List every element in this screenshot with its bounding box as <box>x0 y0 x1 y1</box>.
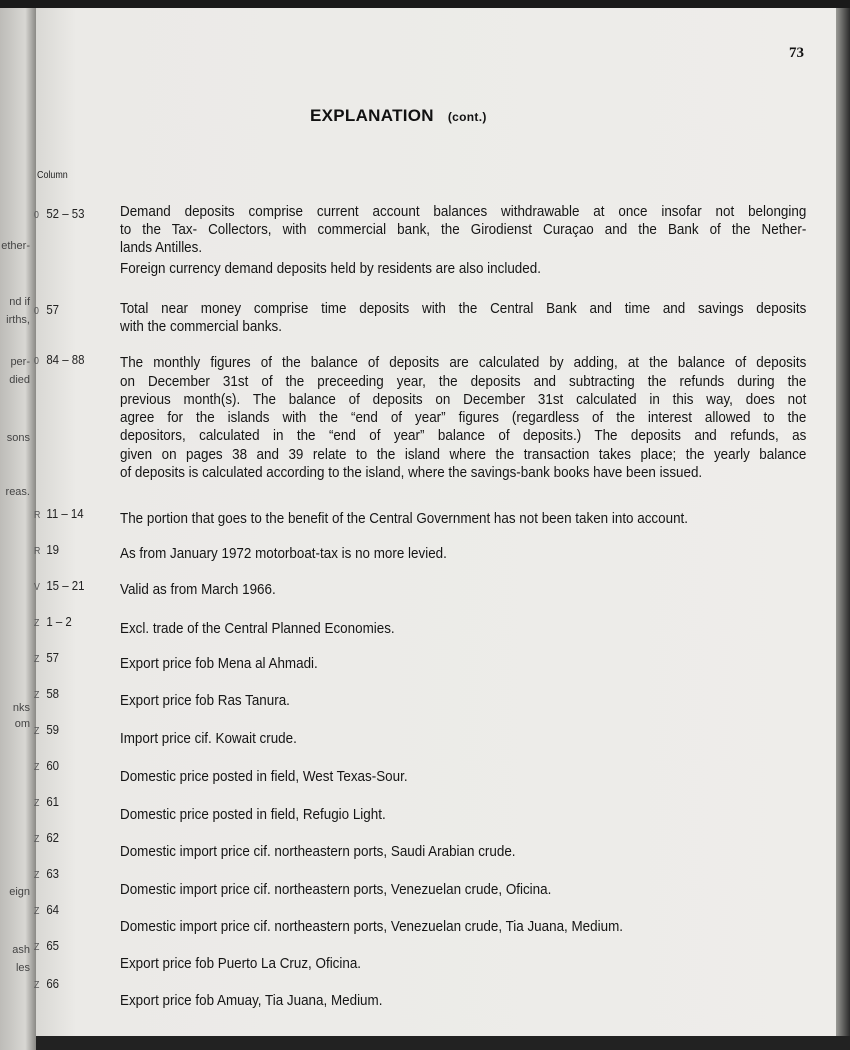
column-reference <box>34 578 84 593</box>
column-numbers: 52 – 53 <box>46 206 85 221</box>
table-letter: Z <box>34 618 40 629</box>
table-letter: Z <box>34 980 40 991</box>
column-numbers: 60 <box>46 758 60 773</box>
explanation-text-line: Total near money comprise time deposits with the Central Bank and time and savings deposits <box>120 301 807 317</box>
column-reference <box>34 542 59 557</box>
previous-page-fragment: les <box>15 962 30 974</box>
column-reference <box>34 686 59 701</box>
column-reference <box>34 794 59 809</box>
previous-page-fragment: eign <box>9 886 30 898</box>
column-numbers: 57 <box>46 302 60 317</box>
explanation-text-line: previous month(s). The balance of deposits on December 31st calculated in this way, does not <box>120 392 807 408</box>
explanation-text-line: Export price fob Mena al Ahmadi. <box>120 656 318 672</box>
previous-page-fragment: died <box>9 374 30 386</box>
previous-page-edge <box>0 8 36 1050</box>
title-suffix: (cont.) <box>447 110 487 124</box>
previous-page-fragment: ash <box>12 944 30 956</box>
explanation-text-line: Valid as from March 1966. <box>120 582 276 598</box>
explanation-text-line: Domestic price posted in field, Refugio Light. <box>120 807 386 823</box>
previous-page-fragment: per- <box>10 356 30 368</box>
column-numbers: 66 <box>46 976 60 991</box>
explanation-text-line: Domestic price posted in field, West Texas-Sour. <box>120 769 408 785</box>
table-letter: Z <box>34 942 40 953</box>
column-reference <box>34 902 59 917</box>
column-numbers: 61 <box>46 794 60 809</box>
column-numbers: 1 – 2 <box>46 614 72 629</box>
explanation-text-line: of deposits is calculated according to the island, where the savings-bank books have been issued. <box>120 465 703 481</box>
table-letter: R <box>34 546 41 557</box>
explanation-text-line: to the Tax- Collectors, with commercial bank, the Girodienst Curaçao and the Bank of the Nether- <box>120 222 807 238</box>
column-reference <box>34 506 84 521</box>
explanation-text-line: depositors, calculated in the “end of year” balance of deposits.) The deposits and refunds, as <box>120 428 807 444</box>
table-letter: Z <box>34 870 40 881</box>
column-reference <box>34 976 59 991</box>
table-letter: Z <box>34 762 40 773</box>
page-title <box>310 106 487 126</box>
column-numbers: 19 <box>46 542 60 557</box>
explanation-text-line: Excl. trade of the Central Planned Economies. <box>120 621 395 637</box>
previous-page-fragment: sons <box>6 432 30 444</box>
column-numbers: 63 <box>46 866 60 881</box>
explanation-text-line: Export price fob Ras Tanura. <box>120 693 290 709</box>
explanation-text-line: given on pages 38 and 39 relate to the island where the transaction takes place; the yearly balance <box>120 447 807 463</box>
table-letter: 0 <box>34 306 39 317</box>
table-letter: 0 <box>34 356 39 367</box>
explanation-text-line: Domestic import price cif. northeastern ports, Saudi Arabian crude. <box>120 844 516 860</box>
column-reference <box>34 758 59 773</box>
previous-page-fragment: nd if <box>9 296 30 308</box>
table-letter: R <box>34 510 41 521</box>
explanation-text-line: The monthly figures of the balance of deposits are calculated by adding, at the balance of deposits <box>120 355 807 371</box>
column-reference <box>34 352 84 367</box>
column-numbers: 64 <box>46 902 60 917</box>
page-number: 73 <box>789 45 804 61</box>
column-reference <box>34 614 72 629</box>
page-edge-shadow <box>836 8 850 1050</box>
column-numbers: 58 <box>46 686 60 701</box>
column-numbers: 59 <box>46 722 60 737</box>
title-text: EXPLANATION <box>310 106 434 125</box>
explanation-text-line: Export price fob Puerto La Cruz, Oficina. <box>120 956 362 972</box>
column-reference <box>34 650 59 665</box>
table-letter: Z <box>34 726 40 737</box>
previous-page-fragment: reas. <box>5 486 30 498</box>
column-numbers: 62 <box>46 830 60 845</box>
table-letter: Z <box>34 834 40 845</box>
explanation-text-line: agree for the islands with the “end of year” figures (regardless of the interest allowed to the <box>120 410 807 426</box>
explanation-text-line: Foreign currency demand deposits held by residents are also included. <box>120 261 541 277</box>
explanation-text-line: Domestic import price cif. northeastern ports, Venezuelan crude, Tia Juana, Medium. <box>120 919 623 935</box>
column-numbers: 11 – 14 <box>46 506 84 521</box>
table-letter: Z <box>34 690 40 701</box>
table-letter: Z <box>34 654 40 665</box>
column-header: Column <box>37 169 68 181</box>
explanation-text-line: As from January 1972 motorboat-tax is no more levied. <box>120 546 447 562</box>
table-letter: Z <box>34 906 40 917</box>
previous-page-fragment: nks <box>12 702 30 714</box>
explanation-text-line: Demand deposits comprise current account balances withdrawable at once insofar not belonging <box>120 204 807 220</box>
column-numbers: 84 – 88 <box>46 352 85 367</box>
explanation-text-line: Import price cif. Kowait crude. <box>120 731 297 747</box>
page-bottom-shadow <box>36 1036 850 1050</box>
explanation-text-line: with the commercial banks. <box>120 319 282 335</box>
explanation-text-line: on December 31st of the preceeding year, the deposits and subtracting the refunds during the <box>120 374 807 390</box>
column-reference <box>34 938 59 953</box>
explanation-text-line: The portion that goes to the benefit of the Central Government has not been taken into account. <box>120 511 689 527</box>
column-reference <box>34 722 59 737</box>
table-letter: 0 <box>34 210 39 221</box>
table-letter: V <box>34 582 40 593</box>
column-numbers: 15 – 21 <box>46 578 85 593</box>
column-numbers: 57 <box>46 650 60 665</box>
explanation-text-line: Domestic import price cif. northeastern ports, Venezuelan crude, Oficina. <box>120 882 552 898</box>
previous-page-fragment: om <box>14 718 30 730</box>
explanation-text-line: Export price fob Amuay, Tia Juana, Medium. <box>120 993 383 1009</box>
column-numbers: 65 <box>46 938 60 953</box>
table-letter: Z <box>34 798 40 809</box>
column-reference <box>34 206 84 221</box>
previous-page-fragment: irths, <box>6 314 30 326</box>
column-reference <box>34 830 59 845</box>
column-reference <box>34 302 59 317</box>
explanation-text-line: lands Antilles. <box>120 240 203 256</box>
previous-page-fragment: ether- <box>1 240 30 252</box>
column-reference <box>34 866 59 881</box>
